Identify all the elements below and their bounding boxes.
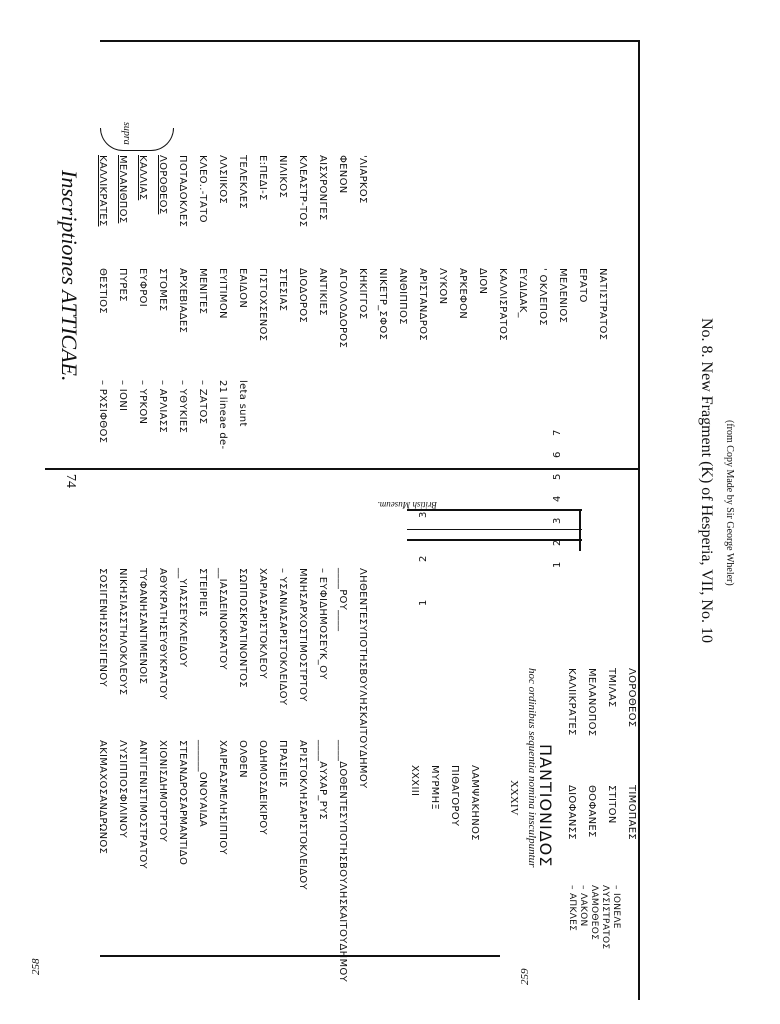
block1-line: ____ΑΥΧΑΡ_ΡΥΣ bbox=[317, 740, 328, 821]
col2-line: ΑΝΤΙΚΙΕΣ bbox=[317, 268, 328, 316]
block2-line: ΝΙΚΗΣΙΑΣΣΤΗΛΟΚΛΕΟΥΣ bbox=[117, 568, 128, 696]
col1-line: – ΙΟΝΙ bbox=[117, 380, 128, 412]
col2-line: ΝΑΤΙΣΤΡΑΤΟΣ bbox=[597, 268, 608, 341]
block4-name: ΜΕΛΑΝΟΠΟΣ bbox=[586, 668, 597, 737]
scale-tick-label: 7 bbox=[552, 429, 563, 436]
block2-line: __ΙΑΣΔΕΙΝΟΚΡΑΤΟΥ bbox=[217, 568, 228, 670]
block4-name: ΤΙΜΟΠΑΕΣ bbox=[626, 785, 637, 840]
col3-line: 'ΛΙΑΡΚΟΣ bbox=[357, 155, 368, 204]
col3-line: ΦΕΝΟΝ bbox=[337, 155, 348, 194]
supra-note: supra bbox=[121, 122, 132, 145]
scale-tick-label: 1 bbox=[552, 561, 563, 568]
tribe-name: ΠΑΝΤΙΟΝΙΔΟΣ bbox=[536, 744, 555, 868]
col2-line: ΕΥΦΡΟΙ bbox=[137, 268, 148, 307]
block3-line: XXXIII bbox=[409, 765, 420, 797]
block4-name: ΚΑΛΙΙΚΡΑΤΕΣ bbox=[566, 668, 577, 736]
block2-line: – ΕΥΦΙΔΗΜΟΣΕΥΚ_ΟΥ bbox=[317, 568, 328, 680]
block2-line: ΣΟΣΙΓΕΝΗΣΣΟΣΙΓΕΝΟΥ bbox=[97, 568, 108, 687]
col3-line: ΚΑΛΛΙΚΡΑΤΕΣ bbox=[97, 155, 108, 227]
col2-line: ΔΙΟΔΟΡΟΣ bbox=[297, 268, 308, 323]
margin-number-259: 259 bbox=[519, 968, 531, 985]
col3-line: Ε:ΠΕΔΙ-Σ bbox=[257, 155, 268, 201]
col2-line: ΑΡΧΕΒΙΑΔΕΣ bbox=[177, 268, 188, 334]
block4-name: – ΙΟΝΕΛΕ bbox=[611, 885, 621, 929]
block2-line: ΣΩΠΠΟΣΚΡΑΤΙΝΟΝΤΟΣ bbox=[237, 568, 248, 688]
col2-line: ΔΙΟΝ bbox=[477, 268, 488, 295]
col3-line: ΚΑΛΛΙΑΣ bbox=[137, 155, 148, 201]
block1-line: ______ΟΝΟΥΑΙΔΑ bbox=[197, 740, 208, 828]
col2-line: ΑΓΟΛΛΟΔΟΡΟΣ bbox=[337, 268, 348, 349]
scale-tick-label: 6 bbox=[552, 451, 563, 458]
scale-mid-line bbox=[407, 529, 582, 530]
block4-name: ΛΥΣΙΣΤΡΑΤΟΣ bbox=[600, 885, 610, 950]
block1-line: ΑΡΙΣΤΟΚΛΗΣΑΡΙΣΤΟΚΛΕΙΔΟΥ bbox=[297, 740, 308, 890]
block4-name: ΛΟΡΟΘΕΟΣ bbox=[626, 668, 637, 728]
scale-mark: 3 bbox=[418, 511, 429, 518]
block2-line: ΜΝΗΣΑΡΧΟΣΤΙΜΟΣΤΡΤΟΥ bbox=[297, 568, 308, 702]
col2-line: ΕΥΙΤΙΜΟΝ bbox=[217, 268, 228, 319]
block1-line: ΧΑΙΡΕΑΣΜΕΛΗΣΙΠΠΟΥ bbox=[217, 740, 228, 855]
block4-name: ΣΤΙΤΟΝ bbox=[606, 785, 617, 824]
caption-line-2: (from Copy Made by Sir George Wheler) bbox=[724, 420, 735, 586]
col2-line: ΣΤΕΣΙΑΣ bbox=[277, 268, 288, 312]
col1-line: – ΑΡΛΙΑΣΣ bbox=[157, 380, 168, 434]
block2-line: ΛΗΘΕΝΤΕΣΥΠΟΤΗΣΒΟΥΛΗΣΚΑΙΤΟΥΔΗΜΟΥ bbox=[357, 568, 368, 789]
block4-name: ΤΜΙΛΑΣ bbox=[606, 668, 617, 708]
col1-line: – ΥΘΥΚΙΕΣ bbox=[177, 380, 188, 434]
scale-mark: 2 bbox=[418, 555, 429, 562]
col3-line: ΛΟΡΟΘΕΟΣ bbox=[157, 155, 168, 215]
block3-line: ΠΙΘΑΓΟΡΟΥ bbox=[449, 765, 460, 827]
col2-line: ΕΑΙΔΟΝ bbox=[237, 268, 248, 309]
col1-line: leta sunt bbox=[237, 380, 248, 427]
col1-line: – ΡΧΣΙΦΘΟΣ bbox=[97, 380, 108, 444]
col2-line: ΑΡΚΕΦΟΝ bbox=[457, 268, 468, 320]
block2-line: ΣΤΕΙΡΙΕΙΣ bbox=[197, 568, 208, 617]
top-horizontal-rule bbox=[100, 40, 640, 42]
col2-line: ΜΕΛΕΝΙΟΣ bbox=[557, 268, 568, 324]
margin-number-258: 258 bbox=[30, 958, 42, 975]
block1-line: ____ΔΟΘΕΝΤΕΣΥΠΟΤΗΣΒΟΥΛΗΣΚΑΙΤΟΥΔΗΜΟΥ bbox=[337, 740, 348, 982]
block4-heading: XXXIV bbox=[508, 780, 520, 816]
col2-line: ΕΡΑΤΟ bbox=[577, 268, 588, 303]
block3-line: ΛΑΜΨΑΚΗΝΟΣ bbox=[469, 765, 480, 841]
col3-line: ΠΟΤΑΔΟΚΛΕΣ bbox=[177, 155, 188, 228]
col2-line: ΑΡΙΣΤΑΝΔΡΟΣ bbox=[417, 268, 428, 341]
col3-line: ΑΙΣΧΡΟΝΓΕΣ bbox=[317, 155, 328, 221]
col2-line: ΓΙΣΤΟΧΣΕΝΟΣ bbox=[257, 268, 268, 342]
col2-line: ΑΝΘΙΠΠΟΣ bbox=[397, 268, 408, 325]
col3-line: ΝΙΛΙΚΟΣ bbox=[277, 155, 288, 199]
page-title: Inscriptiones ATTICAE. bbox=[57, 170, 82, 382]
scale-tick-label: 4 bbox=[552, 495, 563, 502]
scale-tick-label: 5 bbox=[552, 473, 563, 480]
col1-line: – ΥΡΚΟΝ bbox=[137, 380, 148, 425]
col2-line: ΠΥΡΕΣ bbox=[117, 268, 128, 302]
col2-line: ΚΗΚΙΓΓΟΣ bbox=[357, 268, 368, 320]
scale-tick-label: 3 bbox=[552, 517, 563, 524]
right-vertical-rule bbox=[638, 40, 640, 1000]
col2-line: ΕΥΔΙΔΑΚ_ bbox=[517, 268, 528, 318]
scale-mark: 1 bbox=[418, 599, 429, 606]
block1-line: ΟΔΗΜΟΣΔΕΙΚΙΡΟΥ bbox=[257, 740, 268, 835]
col2-line: ΝΙΚΕΤΡ_ΣΦΟΣ bbox=[377, 268, 388, 341]
col3-line: ΜΕΛΑΝΘΠΟΣ bbox=[117, 155, 128, 224]
scale-right-edge bbox=[579, 509, 581, 551]
scale-label: British Museum. bbox=[377, 500, 437, 510]
col3-line: ΚΛΕΑΣΤΡ-ΤΟΣ bbox=[297, 155, 308, 228]
caption-line-1: No. 8. New Fragment (K) of Hesperia, VII, No. 10 bbox=[698, 318, 715, 643]
block1-line: ΛΥΣΙΠΠΟΣΦΙΛΙΝΟΥ bbox=[117, 740, 128, 839]
block1-line: ΟΛΘΕΝ bbox=[237, 740, 248, 778]
block2-line: ΧΑΡΙΑΣΑΡΙΣΤΟΚΛΕΟΥ bbox=[257, 568, 268, 679]
block3-line: ΜΥΡΜΗΞ bbox=[429, 765, 440, 811]
block4-name: ΘΟΦΑΝΕΣ bbox=[586, 785, 597, 838]
block2-line: __ΥΙΑΣΣΕΥΚΛΕΙΔΟΥ bbox=[177, 568, 188, 668]
bottom-horizontal-rule bbox=[100, 955, 500, 957]
col3-line: ΚΛΕΟ..-ΤΑΤΟ bbox=[197, 155, 208, 223]
col2-line: ΘΕΣΤΙΟΣ bbox=[97, 268, 108, 314]
block4-name: ΛΑΜΟΘΕΟΣ bbox=[589, 885, 599, 941]
col1-line: – ΖΑΤΟΣ bbox=[197, 380, 208, 425]
col2-line: ΚΑΛΛΙΣΡΑΤΟΣ bbox=[497, 268, 508, 341]
col1-line: 21 lineae de- bbox=[217, 380, 228, 450]
block4-name: – ΑΠΚΛΕΣ bbox=[567, 885, 577, 932]
col2-line: ΣΤΟΜΕΣ bbox=[157, 268, 168, 312]
col2-line: ' ΟΚΛΕΠΟΣ bbox=[537, 268, 548, 326]
col3-line: ΤΕΛΕΚΛΕΣ bbox=[237, 155, 248, 210]
block2-line: – ΥΣΑΝΙΑΣΑΡΙΣΤΟΚΛΕΙΔΟΥ bbox=[277, 568, 288, 706]
page-number: 74 bbox=[63, 474, 78, 488]
col2-line: ΜΕΝΙΤΕΣ bbox=[197, 268, 208, 315]
block4-name: – ΛΑΚΟΝ bbox=[578, 885, 588, 927]
block1-line: ΑΚΙΜΑΧΟΣΑΝΔΡΩΝΟΣ bbox=[97, 740, 108, 855]
block1-line: ΠΡΑΣΙΕΙΣ bbox=[277, 740, 288, 788]
block1-line: ΣΤΕΑΝΔΡΟΣΑΡΜΑΝΤΙΔΟ bbox=[177, 740, 188, 866]
block2-line: ΤΥΦΑΝΗΣΑΝΤΙΜΕΝΟΙΣ bbox=[137, 568, 148, 685]
block2-line: ____ΡΟΥ____ bbox=[337, 568, 348, 632]
col2-line: ΛΥΚΟΝ bbox=[437, 268, 448, 305]
scale-tick-label: 2 bbox=[552, 539, 563, 546]
center-horizontal-rule bbox=[45, 468, 640, 470]
block4-note: hoc ordinibus sequentia nomina insculpuntur bbox=[526, 668, 538, 868]
col3-line: ΛΛΣΙΙΚΟΣ bbox=[217, 155, 228, 205]
supra-brace bbox=[100, 128, 174, 151]
block1-line: ΑΝΤΙΓΕΝΙΣΤΙΜΟΣΤΡΑΤΟΥ bbox=[137, 740, 148, 869]
block2-line: ΑΘΥΚΡΑΤΗΣΕΥΘΥΚΡΑΤΟΥ bbox=[157, 568, 168, 700]
block4-name: ΔΙΟΦΑΝΣΣ bbox=[566, 785, 577, 840]
block1-line: ΧΙΟΝΙΣΔΗΜΟΤΡΤΟΥ bbox=[157, 740, 168, 843]
